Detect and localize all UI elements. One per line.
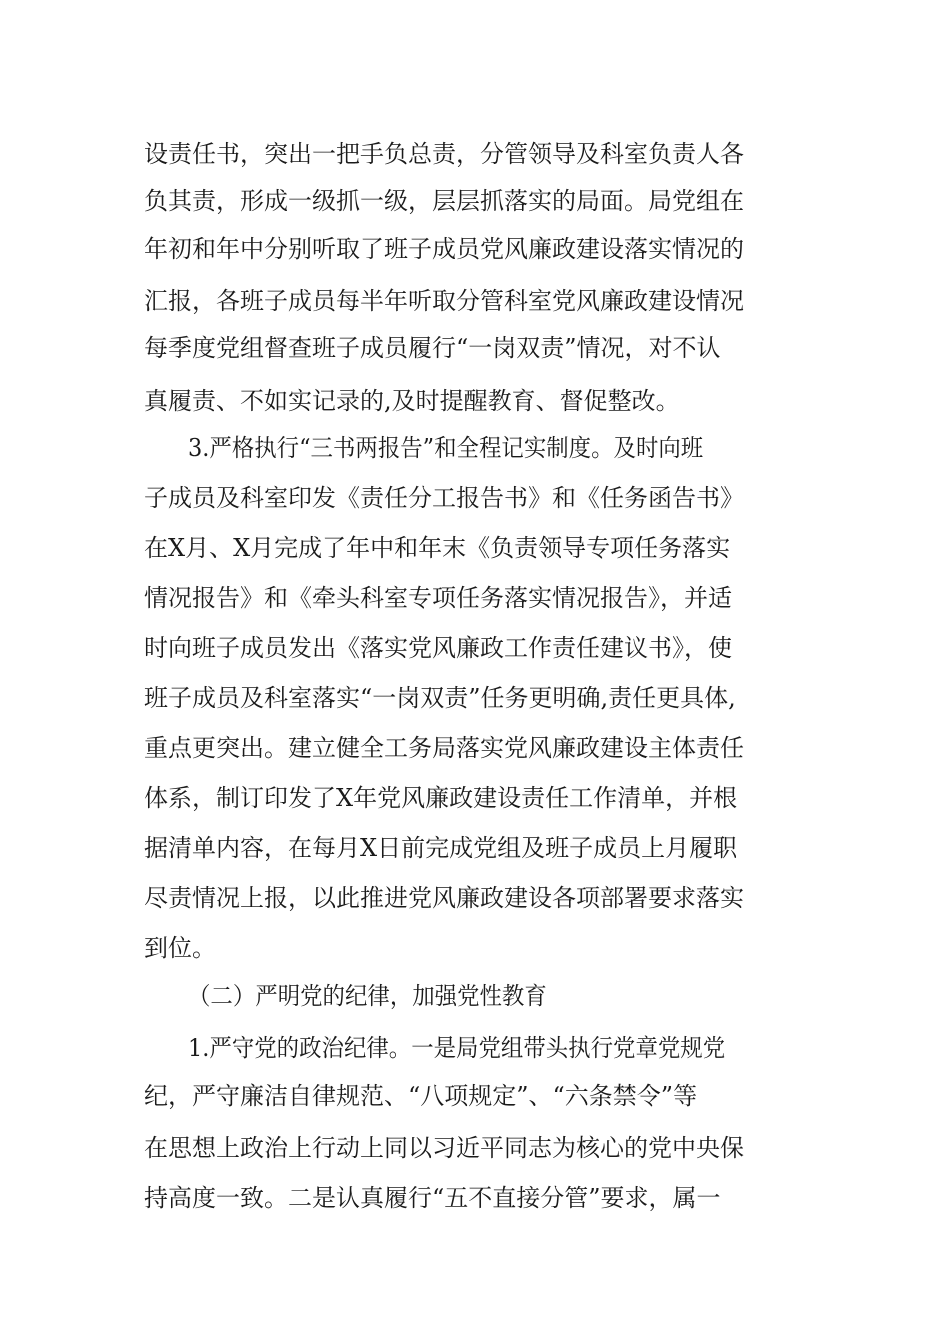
- text-line: 真履责、不如实记录的,及时提醒教育、督促整改。: [144, 387, 680, 415]
- text-line: 时向班子成员发出《落实党风廉政工作责任建议书》，使: [144, 634, 732, 662]
- text-line: 1.严守党的政治纪律。一是局党组带头执行党章党规党: [188, 1034, 726, 1062]
- text-line: 年初和年中分别听取了班子成员党风廉政建设落实情况的: [144, 235, 744, 263]
- text-line: 负其责，形成一级抓一级，层层抓落实的局面。局党组在: [144, 187, 744, 215]
- text-line: 重点更突出。建立健全工务局落实党风廉政建设主体责任: [144, 734, 744, 762]
- text-line: 汇报，各班子成员每半年听取分管科室党风廉政建设情况: [144, 287, 744, 315]
- text-line: 每季度党组督查班子成员履行“一岗双责”情况，对不认: [144, 334, 721, 362]
- text-line: 情况报告》和《牵头科室专项任务落实情况报告》，并适: [144, 584, 732, 612]
- text-line: 在思想上政治上行动上同以习近平同志为核心的党中央保: [144, 1134, 744, 1162]
- text-line: 体系，制订印发了X年党风廉政建设责任工作清单，并根: [144, 784, 738, 812]
- text-line: 在X月、X月完成了年中和年末《负责领导专项任务落实: [144, 534, 731, 562]
- text-line: 子成员及科室印发《责任分工报告书》和《任务函告书》: [144, 484, 744, 512]
- text-line: 到位。: [144, 934, 216, 962]
- text-line: 3.严格执行“三书两报告”和全程记实制度。及时向班: [188, 434, 704, 462]
- text-line: 设责任书，突出一把手负总责，分管领导及科室负责人各: [144, 140, 744, 168]
- text-line: 持高度一致。二是认真履行“五不直接分管”要求，属一: [144, 1184, 721, 1212]
- section-heading: （二）严明党的纪律，加强党性教育: [188, 982, 547, 1010]
- text-line: 据清单内容，在每月X日前完成党组及班子成员上月履职: [144, 834, 738, 862]
- text-line: 尽责情况上报，以此推进党风廉政建设各项部署要求落实: [144, 884, 744, 912]
- text-line: 班子成员及科室落实“一岗双责”任务更明确,责任更具体,: [144, 684, 736, 712]
- text-line: 纪，严守廉洁自律规范、“八项规定”、“六条禁令”等: [144, 1082, 698, 1110]
